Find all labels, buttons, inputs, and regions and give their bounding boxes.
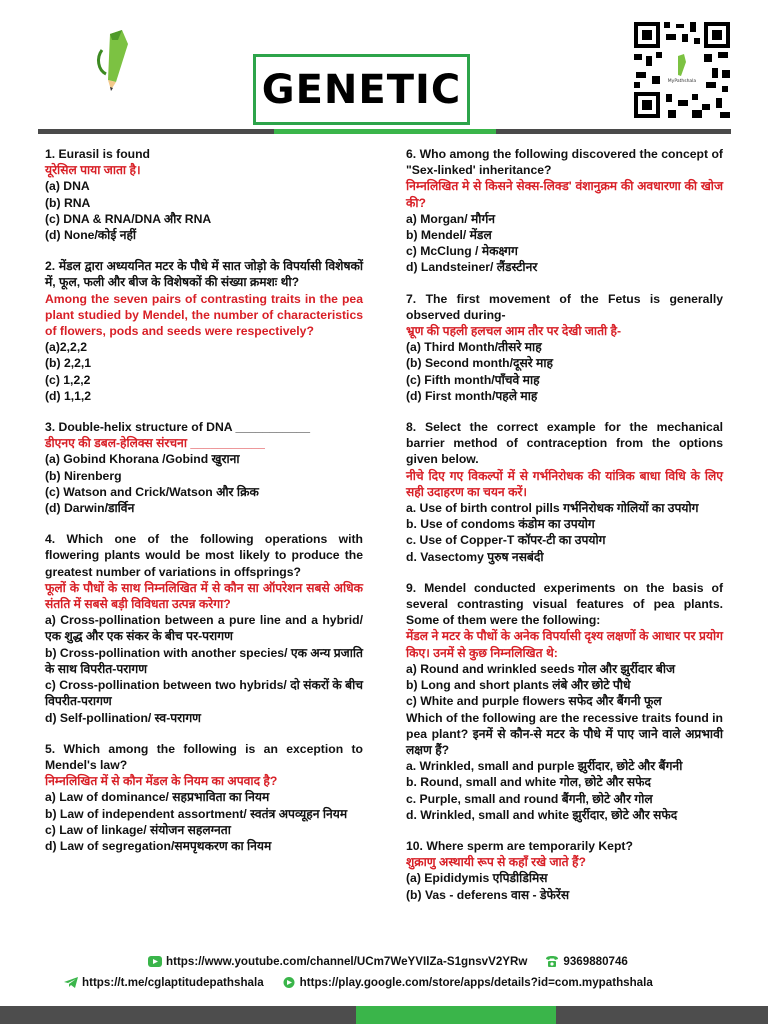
qr-code-icon: [632, 20, 732, 120]
right-column: [406, 146, 723, 918]
option-text: a. Use of birth control pills गर्भनिरोधक गोलियों का उपयोग: [406, 501, 699, 516]
option-text: Which of the following are the recessive traits found in pea plant? इनमें से कौन-से मटर के पौधे में पाए जाने वाले अप्रभावी लक्षण हैं?: [406, 710, 723, 757]
question-text: 2. मेंडल द्वारा अध्ययनित मटर के पौधे में सात जोड़ो के विपर्यासी विशेषकों में, फूल, फली और बीज के विशेषकों की संख्या क्रमशः थी?: [45, 259, 363, 290]
option-text: d) Landsteiner/ लैंडस्टीनर: [406, 260, 538, 275]
question-block: [45, 531, 363, 725]
option-text: c) McClung / मेकक्ष्गग: [406, 244, 518, 259]
left-column: [45, 146, 363, 869]
option-text: (b) Second month/दूसरे माह: [406, 356, 553, 371]
question-hindi-text: मेंडल ने मटर के पौधों के अनेक विपर्यासी दृश्य लक्षणों के आधार पर प्रयोग किए। उनमें से कुछ निम्नलिखित थे:: [406, 629, 723, 660]
youtube-link[interactable]: https://www.youtube.com/channel/UCm7WeYVIlZa-S1gnsvV2YRw: [166, 955, 528, 968]
title-box: [253, 54, 470, 125]
question-text: 8. Select the correct example for the mechanical barrier method of contraception from the options given below.: [406, 420, 723, 467]
telegram-link[interactable]: https://t.me/cglaptitudepathshala: [82, 976, 264, 989]
question-block: [406, 838, 723, 903]
question-hindi-text: शुक्राणु अस्थायी रूप से कहाँ रखे जाते हैं?: [406, 855, 586, 870]
question-text: 4. Which one of the following operations with flowering plants would be most likely to produce the greatest number of variations in offsprings?: [45, 532, 363, 579]
option-text: a) Cross-pollination between a pure line and a hybrid/ एक शुद्ध और एक संकर के बीच पर-परागण: [45, 613, 363, 644]
phone-number[interactable]: 9369880746: [563, 955, 628, 968]
option-text: c) Cross-pollination between two hybrids/ दो संकरों के बीच विपरीत-परागण: [45, 678, 363, 709]
option-text: (d) Darwin/डार्विन: [45, 501, 135, 516]
option-text: d) Law of segregation/समपृथकरण का नियम: [45, 838, 272, 853]
option-text: b. Use of condoms कंडोम का उपयोग: [406, 517, 595, 532]
youtube-icon: [148, 956, 162, 967]
question-hindi-text: नीचे दिए गए विकल्पों में से गर्भनिरोधक की यांत्रिक बाधा विधि के लिए सही उदाहरण का चयन करें।: [406, 468, 723, 499]
telegram-icon: [64, 977, 78, 988]
option-text: b) Cross-pollination with another species/ एक अन्य प्रजाति के साथ विपरीत-परागण: [45, 645, 363, 676]
page-title: GENETIC: [261, 66, 462, 113]
question-hindi-text: भ्रूण की पहली हलचल आम तौर पर देखी जाती है-: [406, 324, 622, 339]
question-text: 10. Where sperm are temporarily Kept?: [406, 838, 633, 853]
option-text: (b) 2,2,1: [45, 356, 92, 371]
question-block: [406, 419, 723, 565]
question-hindi-text: Among the seven pairs of contrasting traits in the pea plant studied by Mendel, the number of characteristics of flowers, pods and seeds were respectively?: [45, 291, 363, 339]
phone-icon: [545, 956, 559, 967]
pencil-logo-icon: [92, 30, 134, 92]
option-text: b) Law of independent assortment/ स्वतंत्र अपव्यूहन नियम: [45, 806, 348, 821]
option-text: (c) DNA & RNA/DNA और RNA: [45, 211, 212, 226]
playstore-icon: [282, 977, 296, 988]
option-text: a) Morgan/ मौर्गन: [406, 211, 496, 226]
page-footer: [0, 950, 768, 1024]
option-text: d. Vasectomy पुरुष नसबंदी: [406, 549, 544, 564]
question-text: 7. The first movement of the Fetus is generally observed during-: [406, 291, 723, 322]
option-text: c. Use of Copper-T कॉपर-टी का उपयोग: [406, 533, 606, 548]
option-text: a) Law of dominance/ सहप्रभाविता का नियम: [45, 790, 270, 805]
footer-bar: [0, 1006, 768, 1024]
option-text: (a) Third Month/तीसरे माह: [406, 340, 542, 355]
option-text: a. Wrinkled, small and purple झुर्रीदार, छोटे और बैंगनी: [406, 759, 683, 774]
option-text: (c) 1,2,2: [45, 372, 91, 387]
question-hindi-text: यूरेसिल पाया जाता है।: [45, 163, 141, 178]
question-hindi-text: फूलों के पौधों के साथ निम्नलिखित में से कौन सा ऑपरेशन सबसे अधिक संतति में सबसे बड़ी विविधता उत्पन्न करेगा?: [45, 580, 363, 612]
question-text: 9. Mendel conducted experiments on the basis of several contrasting visual features of pea plants. Some of them were the following:: [406, 580, 723, 628]
option-text: (a) Epididymis एपिडीडिमिस: [406, 871, 548, 886]
qr-caption: MyPathshala: [667, 79, 697, 84]
header-divider: [38, 129, 731, 134]
question-block: [45, 258, 363, 404]
question-hindi-text: डीएनए की डबल-हेलिक्स संरचना ___________: [45, 436, 265, 451]
footer-row-1: [148, 955, 628, 968]
option-text: b. Round, small and white गोल, छोटे और सफेद: [406, 775, 651, 790]
option-text: a) Round and wrinkled seeds गोल और झुर्रीदार बीज: [406, 661, 676, 676]
option-text: (b) Nirenberg: [45, 468, 122, 483]
question-text: 3. Double-helix structure of DNA ___________: [45, 420, 311, 435]
page-header: [0, 0, 768, 140]
option-text: (c) Watson and Crick/Watson और क्रिक: [45, 484, 259, 499]
option-text: b) Long and short plants लंबे और छोटे पौधे: [406, 678, 631, 693]
option-text: (d) None/कोई नहीं: [45, 228, 137, 243]
option-text: b) Mendel/ मेंडल: [406, 228, 492, 243]
option-text: (d) 1,1,2: [45, 388, 92, 403]
option-text: (a) DNA: [45, 179, 90, 194]
option-text: c) Law of linkage/ संयोजन सहलग्नता: [45, 822, 231, 837]
option-text: (c) Fifth month/पाँचवे माह: [406, 372, 540, 387]
option-text: (b) Vas - deferens वास - डेफेरेंस: [406, 887, 570, 902]
question-block: [406, 580, 723, 823]
question-block: [45, 146, 363, 243]
question-block: [406, 291, 723, 404]
question-hindi-text: निम्नलिखित में से कौन मेंडल के नियम का अपवाद है?: [45, 774, 278, 789]
question-text: 6. Who among the following discovered the concept of "Sex-linked' inheritance?: [406, 147, 723, 178]
question-text: 1. Eurasil is found: [45, 147, 150, 161]
option-text: c. Purple, small and round बैंगनी, छोटे और गोल: [406, 791, 653, 806]
option-text: d. Wrinkled, small and white झुर्रीदार, छोटे और सफेद: [406, 807, 678, 822]
question-block: [45, 419, 363, 516]
option-text: d) Self-pollination/ स्व-परागण: [45, 710, 201, 725]
option-text: (d) First month/पहले माह: [406, 388, 538, 403]
question-hindi-text: निम्नलिखित मे से किसने सेक्स-लिक्ड' वंशानुक्रम की अवधारणा की खोज की?: [406, 179, 723, 210]
question-block: [45, 741, 363, 854]
option-text: (b) RNA: [45, 195, 91, 210]
playstore-link[interactable]: https://play.google.com/store/apps/details?id=com.mypathshala: [299, 976, 653, 989]
question-block: [406, 146, 723, 276]
question-text: 5. Which among the following is an exception to Mendel's law?: [45, 741, 363, 772]
option-text: (a)2,2,2: [45, 340, 88, 355]
footer-row-2: [64, 976, 653, 989]
option-text: (a) Gobind Khorana /Gobind खुराना: [45, 452, 240, 467]
option-text: c) White and purple flowers सफेद और बैंगनी फूल: [406, 694, 662, 709]
